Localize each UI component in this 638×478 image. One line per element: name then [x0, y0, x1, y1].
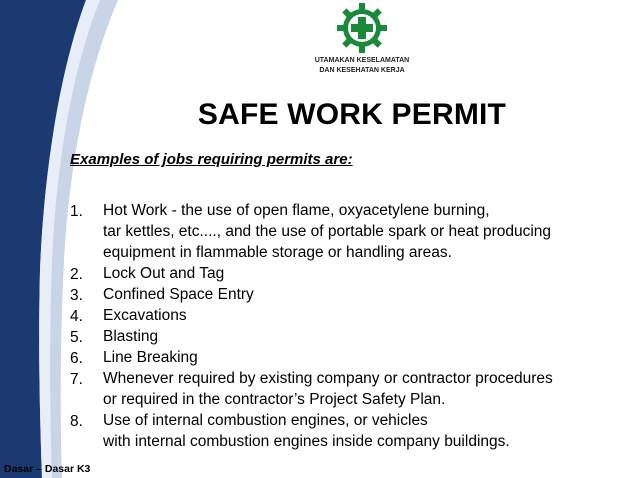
tagline-line-1: UTAMAKAN KESELAMATAN — [314, 57, 410, 64]
list-item-number: 8. — [70, 413, 83, 430]
list-item-number: 7. — [70, 371, 83, 388]
list-item-line: Hot Work - the use of open flame, oxyacetylene burning, — [103, 202, 490, 219]
list-item-line: with internal combustion engines inside company buildings. — [103, 433, 510, 450]
list-item-number: 4. — [70, 308, 83, 325]
list-item-number: 5. — [70, 329, 83, 346]
list-item — [70, 263, 590, 284]
list-item — [70, 284, 590, 305]
tagline-line-2: DAN KESEHATAN KERJA — [319, 67, 405, 74]
list-item — [70, 347, 590, 368]
list-item — [70, 368, 590, 410]
slide-title: SAFE WORK PERMIT — [197, 98, 507, 131]
list-item — [70, 410, 590, 452]
list-item — [70, 200, 590, 263]
list-item-number: 6. — [70, 350, 83, 367]
list-item — [70, 305, 590, 326]
list-item-line: Lock Out and Tag — [103, 265, 225, 282]
list-item-number: 2. — [70, 266, 83, 283]
list-item — [70, 326, 590, 347]
brand-tagline — [296, 56, 428, 76]
permit-job-list — [70, 200, 590, 452]
list-item-number: 1. — [70, 203, 83, 220]
list-item-line: equipment in flammable storage or handling areas. — [103, 244, 452, 261]
list-item-line: Use of internal combustion engines, or vehicles — [103, 412, 428, 429]
list-item-line: Blasting — [103, 328, 159, 345]
footer-label: Dasar – Dasar K3 — [4, 463, 91, 475]
list-item-number: 3. — [70, 287, 83, 304]
list-item-line: Whenever required by existing company or contractor procedures — [103, 370, 553, 387]
list-item-line: Line Breaking — [103, 349, 198, 366]
list-item-line: Confined Space Entry — [103, 286, 254, 303]
list-item-line: Excavations — [103, 307, 187, 324]
list-item-line: tar kettles, etc...., and the use of portable spark or heat producing — [103, 223, 552, 240]
slide-subtitle: Examples of jobs requiring permits are: — [70, 151, 353, 168]
list-item-line: or required in the contractor’s Project Safety Plan. — [103, 391, 446, 408]
k3-gear-cross-icon — [336, 2, 388, 54]
